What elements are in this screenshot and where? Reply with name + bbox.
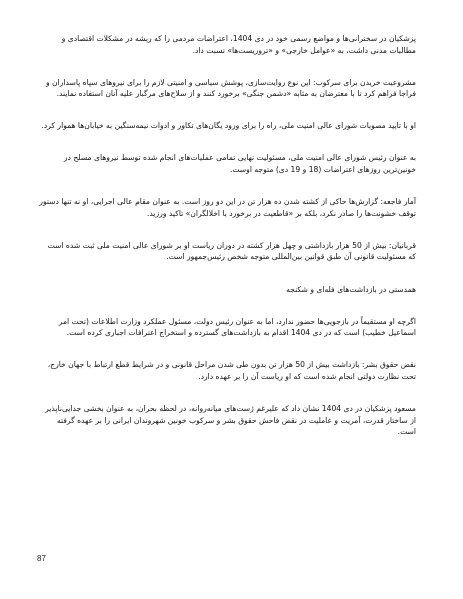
paragraph-4: به عنوان رئیس شورای عالی امنیت ملی، مسئولیت نهایی تمامی عملیات‌های انجام شده توسط نیروهای مسلح در خونین‌ترین روزهای اعتراضات (18 و 19 دی) متوجه اوست. bbox=[63, 153, 416, 175]
paragraph-3: او با تایید مصوبات شورای عالی امنیت ملی، راه را برای ورود یگان‌های تکاور و ادوات نیمه‌سنگین به خیابان‌ها هموار کرد. bbox=[41, 121, 416, 131]
paragraph-2: مشروعیت خریدن برای سرکوب: این نوع روایت‌سازی، پوشش سیاسی و امنیتی لازم را برای نیروهای سپاه پاسداران و فراجا فراهم کرد تا با معترضان به مثابه «دشمن جنگی» برخورد کنند و از سلاح‌های مرگبار علیه آنان استفاده نمایند. bbox=[45, 77, 416, 99]
page-body bbox=[38, 33, 416, 458]
paragraph-5: آمار فاجعه: گزارش‌ها حاکی از کشته شدن ده هزار تن در این دو روز است. به عنوان مقام عالی اجرایی، او نه تنها دستور توقف خشونت‌ها را صادر نکرد، بلکه بر «قاطعیت در برخورد با اخلالگران» تاکید ورزید. bbox=[39, 197, 416, 218]
paragraph-6: قربانیان: بیش از 50 هزار بازداشتی و چهل هزار کشته در دوران ریاست او بر شورای عالی امنیت ملی ثبت شده است که مسئولیت قانونی آن طبق قوانین بین‌المللی متوجه شخص رئیس‌جمهور است. bbox=[47, 240, 416, 262]
paragraph-8: اگرچه او مستقیماً در بازجویی‌ها حضور ندارد، اما به عنوان رئیس دولت، مسئول عملکرد وزارت اطلاعات (تحت امر اسماعیل خطیب) است که در دی 1404 اقدام به بازداشت‌های گسترده و استخراج اعترافات اجباری کرده است. bbox=[58, 316, 416, 338]
paragraph-10: مسعود پزشکیان در دی 1404 نشان داد که علیرغم ژست‌های میانه‌روانه، در لحظه بحران، به عنوان بخشی جدایی‌ناپذیر از ساختار قدرت، آمریت و عاملیت در نقض فاحش حقوق بشر و سرکوب خونین شهروندان ایرانی را بر عهده گرفته است. bbox=[45, 404, 416, 437]
paragraph-1: پزشکیان در سخنرانی‌ها و مواضع رسمی خود در دی 1404، اعتراضات مردمی را که ریشه در مشکلات اقتصادی و مطالبات مدنی داشت، به «عوامل خارجی» و «تروریست‌ها» نسبت داد. bbox=[61, 34, 416, 55]
paragraph-9: نقض حقوق بشر: بازداشت بیش از 50 هزار تن بدون طی شدن مراحل قانونی و در شرایط قطع ارتباط با جهان خارج، تحت نظارت دولتی انجام شده است که او ریاست آن را بر عهده دارد. bbox=[47, 360, 416, 381]
section-heading: همدستی در بازداشت‌های فله‌ای و شکنجه bbox=[286, 284, 416, 294]
page-number: 87 bbox=[37, 554, 46, 563]
